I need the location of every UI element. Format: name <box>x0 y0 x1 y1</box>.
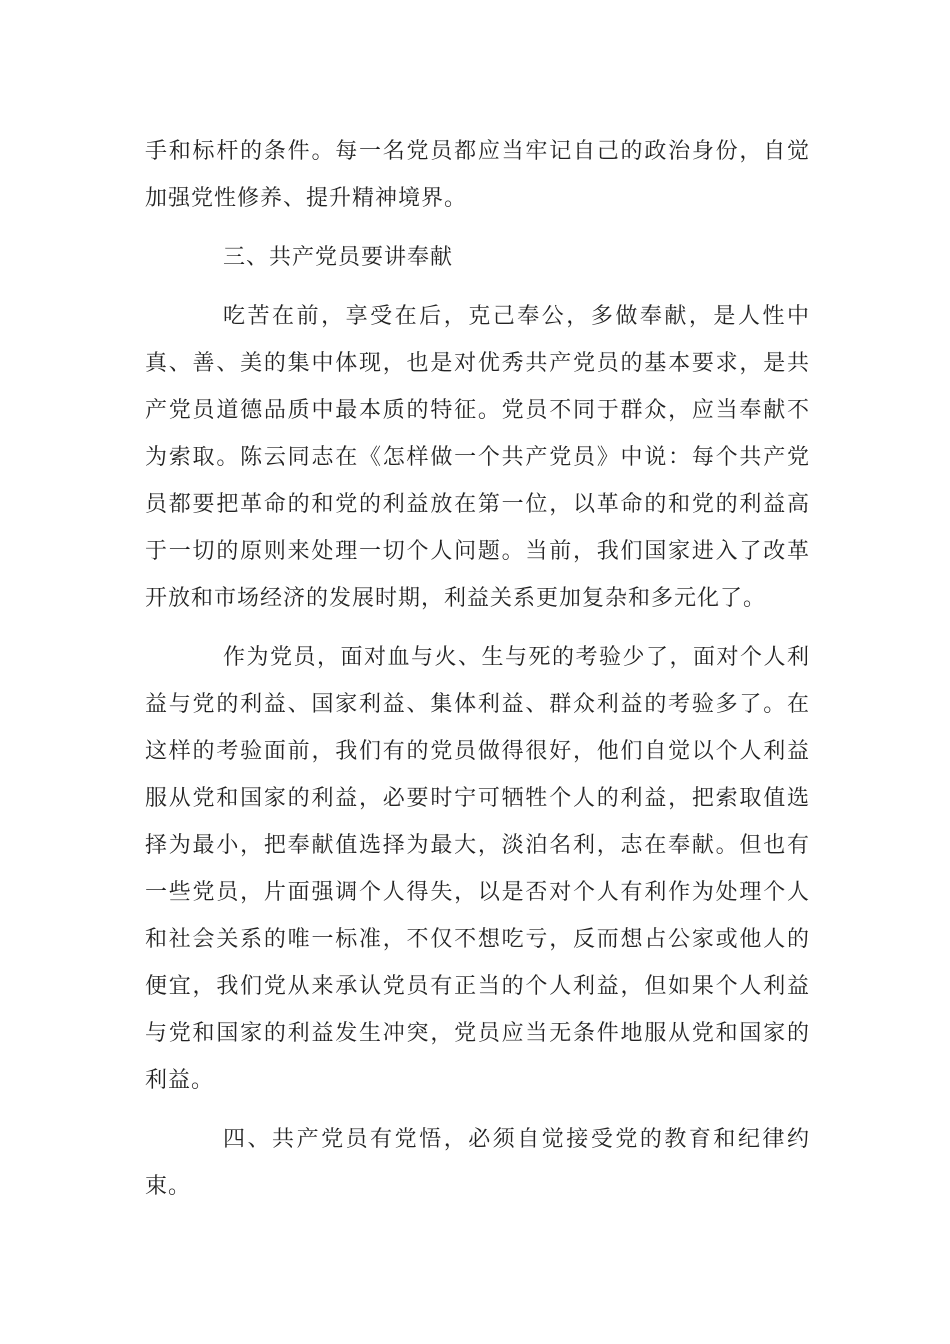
section-heading-4: 四、共产党员有党悟，必须自觉接受党的教育和纪律约束。 <box>145 1127 810 1199</box>
paragraph-interests: 作为党员，面对血与火、生与死的考验少了，面对个人利益与党的利益、国家利益、集体利益、群众利益的考验多了。在这样的考验面前，我们有的党员做得很好，他们自觉以个人利益服从党和国家的利益，必要时宁可牺牲个人的利益，把索取值选择为最小，把奉献值选择为最大，淡泊名利，志在奉献。但也有一些党员，片面强调个人得失，以是否对个人有利作为处理个人和社会关系的唯一标准，不仅不想吃亏，反而想占公家或他人的便宜，我们党从来承认党员有正当的个人利益，但如果个人利益与党和国家的利益发生冲突，党员应当无条件地服从党和国家的利益。 <box>145 645 810 1093</box>
section-heading-3: 三、共产党员要讲奉献 <box>223 245 454 270</box>
paragraph-continuation: 手和标杆的条件。每一名党员都应当牢记自己的政治身份，自觉加强党性修养、提升精神境界。 <box>145 139 810 211</box>
paragraph-dedication: 吃苦在前，享受在后，克己奉公，多做奉献，是人性中真、善、美的集中体现，也是对优秀共产党员的基本要求，是共产党员道德品质中最本质的特征。党员不同于群众，应当奉献不为索取。陈云同志在《怎样做一个共产党员》中说：每个共产党员都要把革命的和党的利益放在第一位，以革命的和党的利益高于一切的原则来处理一切个人问题。当前，我们国家进入了改革开放和市场经济的发展时期，利益关系更加复杂和多元化了。 <box>145 304 810 611</box>
document-body <box>145 128 810 1222</box>
